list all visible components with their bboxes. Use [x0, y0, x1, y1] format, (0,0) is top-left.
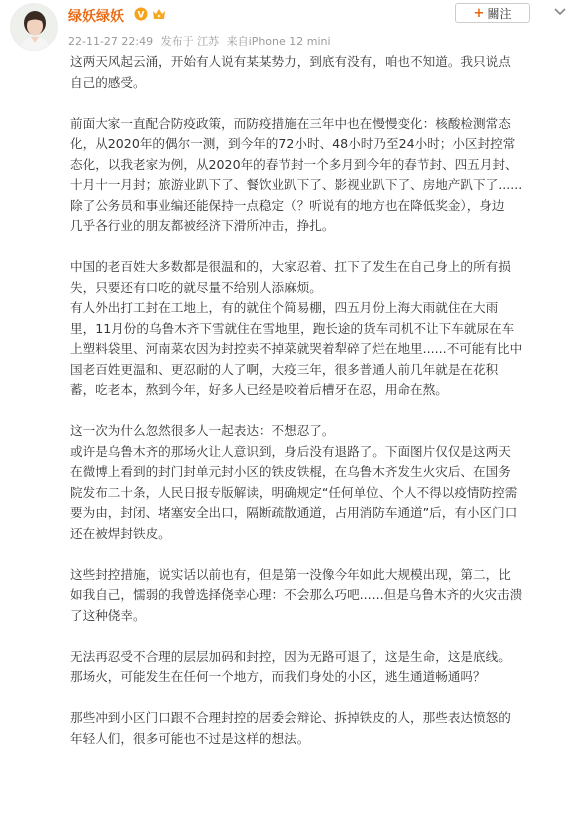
follow-label: 關注: [487, 6, 512, 21]
post-meta: [68, 33, 335, 49]
verified-badge-icon: [134, 7, 148, 21]
post-time[interactable]: 22-11-27 22:49: [68, 35, 154, 48]
svg-text:V: V: [137, 10, 145, 21]
avatar[interactable]: [10, 3, 58, 51]
post-content: [70, 52, 576, 749]
post-source: 来自iPhone 12 mini: [226, 35, 331, 48]
follow-button[interactable]: [455, 3, 530, 23]
plus-icon: +: [473, 5, 485, 21]
post-paragraph: 这一次为什么忽然很多人一起表达：不想忍了。 或许是乌鲁木齐的那场火让人意识到，身后没有退路了。下面图片仅仅是这两天 在微博上看到的封门封单元封小区的铁皮铁棍，在乌鲁木齐发生火灾后、在国务 院发布二十条，人民日报专版解读，明确规定“任何单位、个人不得以疫情防控需 要为由，封闭、堵塞安全出口，隔断疏散通道，占用消防车通道”后，有小区门口 还在被焊封铁皮。: [70, 423, 518, 541]
username[interactable]: 绿妖绿妖: [68, 9, 124, 25]
vip-member-icon: [151, 7, 167, 21]
post-paragraph: 中国的老百姓大多数都是很温和的，大家忍着、扛下了发生在自己身上的所有损 失，只要还有口吃的就尽量不给别人添麻烦。 有人外出打工封在工地上，有的就住个简易棚，四五月份上海大雨就住在大雨 里，11月份的乌鲁木齐下雪就住在雪地里，跑长途的货车司机不让下车就尿在车 上塑料袋里、河南菜农因为封控卖不掉菜就哭着犁碎了烂在地里......不可能有比中 国老百姓更温和、更忍耐的人了啊，大疫三年，很多普通人前几年就是在花积 蓄，吃老本，熬到今年，好多人已经是咬着后槽牙在忍，用命在熬。: [70, 259, 523, 397]
post-paragraph: 前面大家一直配合防疫政策，而防疫措施在三年中也在慢慢变化：核酸检测常态 化，从2020年的偶尔一测，到今年的72小时、48小时乃至24小时；小区封控常 态化，以我老家为例，从2020年的春节封一个多月到今年的春节封、四五月封、 十月十一月封；旅游业趴下了、餐饮业趴下了、影视业趴下了、房地产趴下了...... 除了公务员和事业编还能保持一点稳定（？听说有的地方也在降低奖金），身边 几乎各行业的朋友都被经济下滑所冲击，挣扎。: [70, 115, 523, 233]
post-paragraph: 那些冲到小区门口跟不合理封控的居委会辩论、拆掉铁皮的人，那些表达愤怒的 年轻人们，很多可能也不过是这样的想法。: [70, 710, 511, 746]
post-paragraph: 这些封控措施，说实话以前也有，但是第一没像今年如此大规模出现，第二，比 如我自己，懦弱的我曾选择侥幸心理：不会那么巧吧......但是乌鲁木齐的火灾击溃 了这种侥幸。: [70, 566, 523, 623]
post-paragraph: 这两天风起云涌，开始有人说有某某势力，到底有没有，咱也不知道。我只说点 自己的感受。: [70, 54, 511, 90]
avatar-image: [11, 4, 58, 51]
chevron-down-icon: [554, 8, 566, 16]
ip-location: 发布于 江苏: [160, 35, 220, 48]
post-header: [0, 0, 586, 56]
post-paragraph: 无法再忍受不合理的层层加码和封控，因为无路可退了，这是生命，这是底线。 那场火，可能发生在任何一个地方，而我们身处的小区，逃生通道畅通吗？: [70, 648, 511, 684]
more-options-button[interactable]: [549, 2, 571, 22]
